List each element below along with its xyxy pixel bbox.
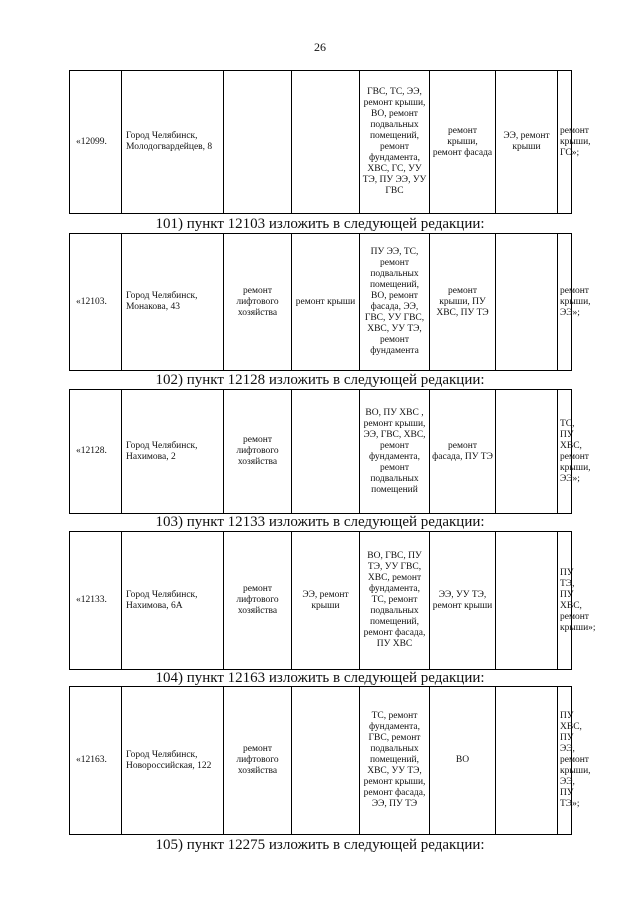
row-col6: ремонт фасада, ПУ ТЭ [430,390,496,514]
section-heading-105: 105) пункт 12275 изложить в следующей редакции: [155,837,485,853]
table-row [70,234,572,371]
row-col6: ремонт крыши, ремонт фасада [430,71,496,214]
row-col5: ГВС, ТС, ЭЭ, ремонт крыши, ВО, ремонт подвальных помещений, ремонт фундамента, ХВС, ГС, УУ ТЭ, ПУ ЭЭ, УУ ГВС [360,71,430,214]
row-col7: ЭЭ, ремонт крыши [496,71,558,214]
row-address: Город Челябинск, Молодогвардейцев, 8 [122,71,224,214]
page-number: 26 [314,40,326,54]
row-col8: ПУ ТЭ, ПУ ХВС, ремонт крыши»; [558,532,572,670]
row-col4: ремонт крыши [292,234,360,371]
table-row [70,687,572,835]
table-12133 [69,531,596,670]
row-col3: ремонт лифтового хозяйства [224,390,292,514]
row-address: Город Челябинск, Нахимова, 2 [122,390,224,514]
row-number: «12099. [70,71,122,214]
row-col7 [496,532,558,670]
section-heading-102: 102) пункт 12128 изложить в следующей редакции: [155,372,485,388]
row-number: «12133. [70,532,122,670]
row-col4 [292,71,360,214]
row-col4 [292,687,360,835]
row-col8: ТС, ПУ ХВС, ремонт крыши, ЭЭ»; [558,390,572,514]
row-col6: ВО [430,687,496,835]
row-number: «12163. [70,687,122,835]
row-number: «12103. [70,234,122,371]
row-address: Город Челябинск, Новороссийская, 122 [122,687,224,835]
row-col4 [292,390,360,514]
table-12128 [69,389,591,514]
row-col7 [496,390,558,514]
row-address: Город Челябинск, Монакова, 43 [122,234,224,371]
section-heading-104: 104) пункт 12163 изложить в следующей редакции: [155,670,485,686]
row-col3: ремонт лифтового хозяйства [224,687,292,835]
row-col7 [496,234,558,371]
row-col3: ремонт лифтового хозяйства [224,532,292,670]
table-12163 [69,686,591,835]
row-address: Город Челябинск, Нахимова, 6А [122,532,224,670]
row-col5: ВО, ГВС, ПУ ТЭ, УУ ГВС, ХВС, ремонт фундамента, ТС, ремонт подвальных помещений, ремонт фасада, ПУ ХВС [360,532,430,670]
row-col5: ПУ ЭЭ, ТС, ремонт подвальных помещений, ВО, ремонт фасада, ЭЭ, ГВС, УУ ГВС, ХВС, УУ ТЭ, ремонт фундамента [360,234,430,371]
row-col6: ремонт крыши, ПУ ХВС, ПУ ТЭ [430,234,496,371]
table-12099 [69,70,591,214]
row-number: «12128. [70,390,122,514]
row-col6: ЭЭ, УУ ТЭ, ремонт крыши [430,532,496,670]
row-col5: ТС, ремонт фундамента, ГВС, ремонт подвальных помещений, ХВС, УУ ТЭ, ремонт крыши, ремонт фасада, ЭЭ, ПУ ТЭ [360,687,430,835]
row-col7 [496,687,558,835]
row-col3 [224,71,292,214]
row-col8: ПУ ХВС, ПУ ЭЭ, ремонт крыши, ЭЭ, ПУ ТЭ»; [558,687,572,835]
table-12103 [69,233,591,371]
row-col4: ЭЭ, ремонт крыши [292,532,360,670]
table-row [70,390,572,514]
section-heading-101: 101) пункт 12103 изложить в следующей редакции: [155,216,485,232]
row-col3: ремонт лифтового хозяйства [224,234,292,371]
table-row [70,71,572,214]
row-col8: ремонт крыши, ГС»; [558,71,572,214]
row-col8: ремонт крыши, ЭЭ»; [558,234,572,371]
section-heading-103: 103) пункт 12133 изложить в следующей редакции: [155,514,485,530]
table-row [70,532,572,670]
row-col5: ВО, ПУ ХВС , ремонт крыши, ЭЭ, ГВС, ХВС, ремонт фундамента, ремонт подвальных помещений [360,390,430,514]
